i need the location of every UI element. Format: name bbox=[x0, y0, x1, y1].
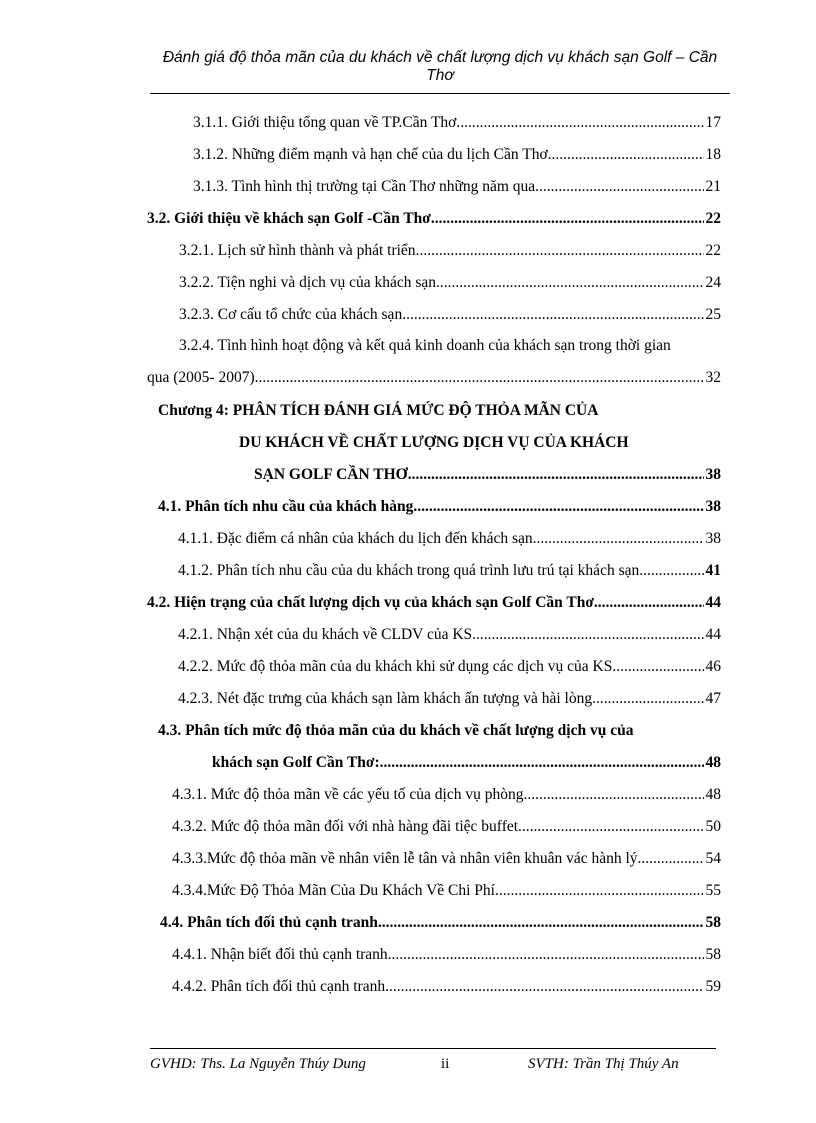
dot-leader bbox=[436, 273, 703, 293]
toc-entry-3-2-3[interactable] bbox=[179, 305, 721, 325]
toc-page-number: 21 bbox=[705, 178, 721, 195]
toc-entry-title: 3.2.3. Cơ cấu tổ chức của khách sạn bbox=[179, 306, 403, 323]
toc-entry-4-1[interactable] bbox=[158, 497, 721, 517]
toc-entry-4-2-2[interactable] bbox=[178, 657, 721, 677]
dot-leader bbox=[431, 209, 704, 229]
toc-entry-3-2-4[interactable] bbox=[147, 368, 721, 388]
dot-leader bbox=[612, 657, 703, 677]
toc-chapter-4-line2[interactable]: DU KHÁCH VỀ CHẤT LƯỢNG DỊCH VỤ CỦA KHÁCH bbox=[239, 434, 629, 451]
toc-entry-4-1-1[interactable] bbox=[178, 529, 721, 549]
toc-entry-title: 4.3.3.Mức độ thỏa mãn về nhân viên lễ tân và nhân viên khuân vác hành lý bbox=[172, 850, 638, 867]
toc-entry-title: 3.1.3. Tình hình thị trường tại Cần Thơ những năm qua bbox=[193, 178, 536, 195]
toc-entry-3-1-2[interactable] bbox=[193, 145, 721, 165]
dot-leader bbox=[456, 113, 703, 133]
dot-leader bbox=[402, 305, 703, 325]
footer-rule bbox=[150, 1048, 716, 1049]
toc-page-number: 59 bbox=[705, 978, 721, 995]
dot-leader bbox=[385, 977, 703, 997]
footer-page-number: ii bbox=[441, 1056, 450, 1072]
dot-leader bbox=[535, 177, 703, 197]
toc-page-number: 22 bbox=[705, 242, 721, 259]
toc-entry-4-2[interactable] bbox=[147, 593, 721, 613]
toc-entry-title: qua (2005- 2007) bbox=[147, 369, 255, 386]
footer-student: SVTH: Trần Thị Thúy An bbox=[528, 1056, 679, 1072]
toc-entry-title: 4.2.2. Mức độ thỏa mãn của du khách khi sử dụng các dịch vụ của KS bbox=[178, 658, 613, 675]
dot-leader bbox=[255, 368, 704, 388]
dot-leader bbox=[533, 529, 704, 549]
toc-page-number: 38 bbox=[705, 466, 721, 483]
toc-entry-title: SẠN GOLF CẦN THƠ bbox=[254, 466, 408, 483]
toc-entry-3-2[interactable] bbox=[147, 209, 721, 229]
dot-leader bbox=[639, 561, 703, 581]
toc-entry-4-4-2[interactable] bbox=[172, 977, 721, 997]
dot-leader bbox=[416, 241, 704, 261]
toc-chapter-4-line1[interactable]: Chương 4: PHÂN TÍCH ĐÁNH GIÁ MỨC ĐỘ THỎA MÃN CỦA bbox=[158, 402, 599, 419]
toc-entry-title: 3.1.2. Những điểm mạnh và hạn chế của du lịch Cần Thơ bbox=[193, 146, 548, 163]
toc-entry-title: 3.2.2. Tiện nghi và dịch vụ của khách sạn bbox=[179, 274, 437, 291]
toc-page-number: 38 bbox=[705, 530, 721, 547]
dot-leader bbox=[638, 849, 704, 869]
dot-leader bbox=[548, 145, 704, 165]
toc-entry-title: 4.2. Hiện trạng của chất lượng dịch vụ của khách sạn Golf Cần Thơ bbox=[147, 594, 594, 611]
dot-leader bbox=[388, 945, 704, 965]
toc-page-number: 25 bbox=[705, 306, 721, 323]
dot-leader bbox=[472, 625, 703, 645]
toc-entry-title: 3.2. Giới thiệu về khách sạn Golf -Cần Thơ bbox=[147, 210, 431, 227]
dot-leader bbox=[380, 753, 704, 773]
toc-entry-title: 4.1. Phân tích nhu cầu của khách hàng bbox=[158, 498, 414, 515]
toc-page-number: 38 bbox=[705, 498, 721, 515]
toc-entry-title: 4.4.1. Nhận biết đối thủ cạnh tranh bbox=[172, 946, 388, 963]
dot-leader bbox=[408, 465, 704, 485]
toc-page-number: 55 bbox=[705, 882, 721, 899]
toc-page-number: 22 bbox=[705, 210, 721, 227]
toc-entry-3-2-2[interactable] bbox=[179, 273, 721, 293]
footer-advisor: GVHD: Ths. La Nguyễn Thúy Dung bbox=[150, 1056, 366, 1072]
toc-page-number: 24 bbox=[705, 274, 721, 291]
toc-entry-title: 4.1.1. Đặc điểm cá nhân của khách du lịch đến khách sạn bbox=[178, 530, 533, 547]
toc-page-number: 46 bbox=[705, 658, 721, 675]
toc-entry-3-2-4-line1[interactable]: 3.2.4. Tình hình hoạt động và kết quả kinh doanh của khách sạn trong thời gian bbox=[179, 337, 671, 354]
page-header-title: Đánh giá độ thỏa mãn của du khách về chất lượng dịch vụ khách sạn Golf – Cần Thơ bbox=[162, 49, 718, 84]
toc-entry-title: 4.2.1. Nhận xét của du khách về CLDV của KS bbox=[178, 626, 473, 643]
toc-page-number: 54 bbox=[705, 850, 721, 867]
toc-entry-title: 4.3.1. Mức độ thỏa mãn về các yếu tố của dịch vụ phòng bbox=[172, 786, 524, 803]
toc-entry-title: 3.2.1. Lịch sử hình thành và phát triển bbox=[179, 242, 416, 259]
toc-entry-4-3-3[interactable] bbox=[172, 849, 721, 869]
toc-page-number: 44 bbox=[705, 594, 721, 611]
toc-entry-4-2-1[interactable] bbox=[178, 625, 721, 645]
toc-entry-title: 3.1.1. Giới thiệu tổng quan về TP.Cần Thơ bbox=[193, 114, 457, 131]
toc-entry-4-3-4[interactable] bbox=[172, 881, 721, 901]
toc-entry-3-1-3[interactable] bbox=[193, 177, 721, 197]
toc-entry-title: khách sạn Golf Cần Thơ: bbox=[212, 754, 380, 771]
toc-entry-4-3-1[interactable] bbox=[172, 785, 721, 805]
toc-entry-title: 4.4.2. Phân tích đối thủ cạnh tranh bbox=[172, 978, 386, 995]
toc-page-number: 44 bbox=[705, 626, 721, 643]
toc-entry-4-3-line1[interactable]: 4.3. Phân tích mức độ thỏa mãn của du khách về chất lượng dịch vụ của bbox=[158, 722, 634, 739]
toc-entry-title: 4.3.4.Mức Độ Thỏa Mãn Của Du Khách Về Chi Phí bbox=[172, 882, 495, 899]
toc-chapter-4[interactable] bbox=[254, 465, 721, 485]
toc-entry-4-4-1[interactable] bbox=[172, 945, 721, 965]
toc-page-number: 47 bbox=[705, 690, 721, 707]
toc-page-number: 32 bbox=[705, 369, 721, 386]
toc-entry-title: 4.4. Phân tích đối thủ cạnh tranh bbox=[160, 914, 378, 931]
toc-entry-4-3-2[interactable] bbox=[172, 817, 721, 837]
toc-page-number: 48 bbox=[705, 786, 721, 803]
dot-leader bbox=[594, 593, 704, 613]
toc-page-number: 41 bbox=[705, 562, 721, 579]
dot-leader bbox=[523, 785, 703, 805]
toc-page-number: 58 bbox=[705, 914, 721, 931]
toc-page-number: 18 bbox=[705, 146, 721, 163]
toc-entry-title: 4.2.3. Nét đặc trưng của khách sạn làm khách ấn tượng và hài lòng bbox=[178, 690, 593, 707]
toc-page-number: 17 bbox=[705, 114, 721, 131]
dot-leader bbox=[518, 817, 703, 837]
dot-leader bbox=[592, 689, 703, 709]
dot-leader bbox=[378, 913, 704, 933]
toc-page-number: 58 bbox=[705, 946, 721, 963]
toc-page-number: 50 bbox=[705, 818, 721, 835]
dot-leader bbox=[413, 497, 703, 517]
toc-entry-3-1-1[interactable] bbox=[193, 113, 721, 133]
toc-entry-title: 4.1.2. Phân tích nhu cầu của du khách trong quá trình lưu trú tại khách sạn bbox=[178, 562, 640, 579]
toc-page-number: 48 bbox=[705, 754, 721, 771]
toc-entry-4-4[interactable] bbox=[160, 913, 721, 933]
toc-entry-title: 4.3.2. Mức độ thỏa mãn đối với nhà hàng đãi tiệc buffet bbox=[172, 818, 519, 835]
dot-leader bbox=[495, 881, 704, 901]
toc-entry-4-1-2[interactable] bbox=[178, 561, 721, 581]
toc-entry-4-3[interactable] bbox=[212, 753, 721, 773]
toc-entry-4-2-3[interactable] bbox=[178, 689, 721, 709]
toc-entry-3-2-1[interactable] bbox=[179, 241, 721, 261]
